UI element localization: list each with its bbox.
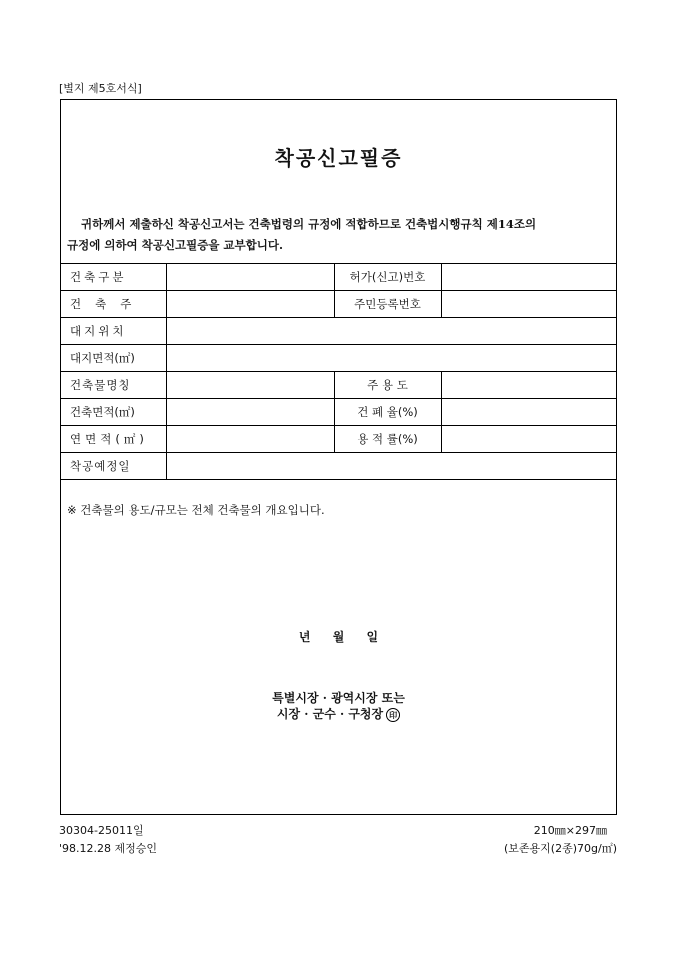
- label-permit-number: 허가(신고)번호: [334, 264, 441, 291]
- value-start-date: [166, 453, 617, 480]
- label-floor-area-ratio: 용 적 률(%): [334, 426, 441, 453]
- info-table: [60, 263, 617, 480]
- value-building-category: [166, 264, 334, 291]
- issuer-title: 시장 · 군수 · 구청장: [276, 707, 384, 721]
- label-owner: 건축주: [60, 291, 166, 318]
- label-floor-area: 연면적(㎡): [60, 426, 166, 453]
- footer-paper: (보존용지(2종)70g/㎡): [504, 842, 617, 855]
- issue-date-line: 년 월 일: [298, 630, 379, 644]
- label-building-name: 건축물명칭: [60, 372, 166, 399]
- label-site-area: 대지면적(㎡): [60, 345, 166, 372]
- table-row: [60, 291, 617, 318]
- label-resident-number: 주민등록번호: [334, 291, 441, 318]
- notice-text: [67, 214, 610, 256]
- label-start-date: 착공예정일: [60, 453, 166, 480]
- value-main-use: [441, 372, 617, 399]
- value-floor-area-ratio: [441, 426, 617, 453]
- form-number-label: [별지 제5호서식]: [59, 82, 142, 95]
- certificate-frame: [60, 99, 617, 815]
- value-building-name: [166, 372, 334, 399]
- label-building-category: 건축구분: [60, 264, 166, 291]
- value-resident-number: [441, 291, 617, 318]
- label-coverage-ratio: 건 폐 율(%): [334, 399, 441, 426]
- table-row: [60, 372, 617, 399]
- notice-line-2: 규정에 의하여 착공신고필증을 교부합니다.: [67, 238, 283, 252]
- value-owner: [166, 291, 334, 318]
- label-site-location: 대지위치: [60, 318, 166, 345]
- footer-size: 210㎜×297㎜: [533, 824, 607, 837]
- footer-code: 30304-25011일: [59, 824, 144, 837]
- table-row: [60, 426, 617, 453]
- label-main-use: 주 용 도: [334, 372, 441, 399]
- issuer-line-1: 특별시장 · 광역시장 또는: [272, 691, 405, 705]
- notice-line-1: 귀하께서 제출하신 착공신고서는 건축법령의 규정에 적합하므로 건축법시행규칙 제14조의: [81, 217, 537, 231]
- value-site-area: [166, 345, 617, 372]
- table-row: [60, 318, 617, 345]
- issuer-block: [61, 690, 616, 722]
- table-row: [60, 399, 617, 426]
- seal-icon: 印: [386, 708, 400, 722]
- value-permit-number: [441, 264, 617, 291]
- footnote: ※ 건축물의 용도/규모는 전체 건축물의 개요입니다.: [67, 503, 325, 517]
- value-site-location: [166, 318, 617, 345]
- label-building-area: 건축면적(㎡): [60, 399, 166, 426]
- value-building-area: [166, 399, 334, 426]
- document-title: 착공신고필증: [274, 146, 403, 170]
- table-row: [60, 264, 617, 291]
- value-floor-area: [166, 426, 334, 453]
- issuer-line-2: [61, 706, 616, 722]
- value-coverage-ratio: [441, 399, 617, 426]
- footer-approval: '98.12.28 제정승인: [59, 842, 158, 855]
- table-row: [60, 345, 617, 372]
- table-row: [60, 453, 617, 480]
